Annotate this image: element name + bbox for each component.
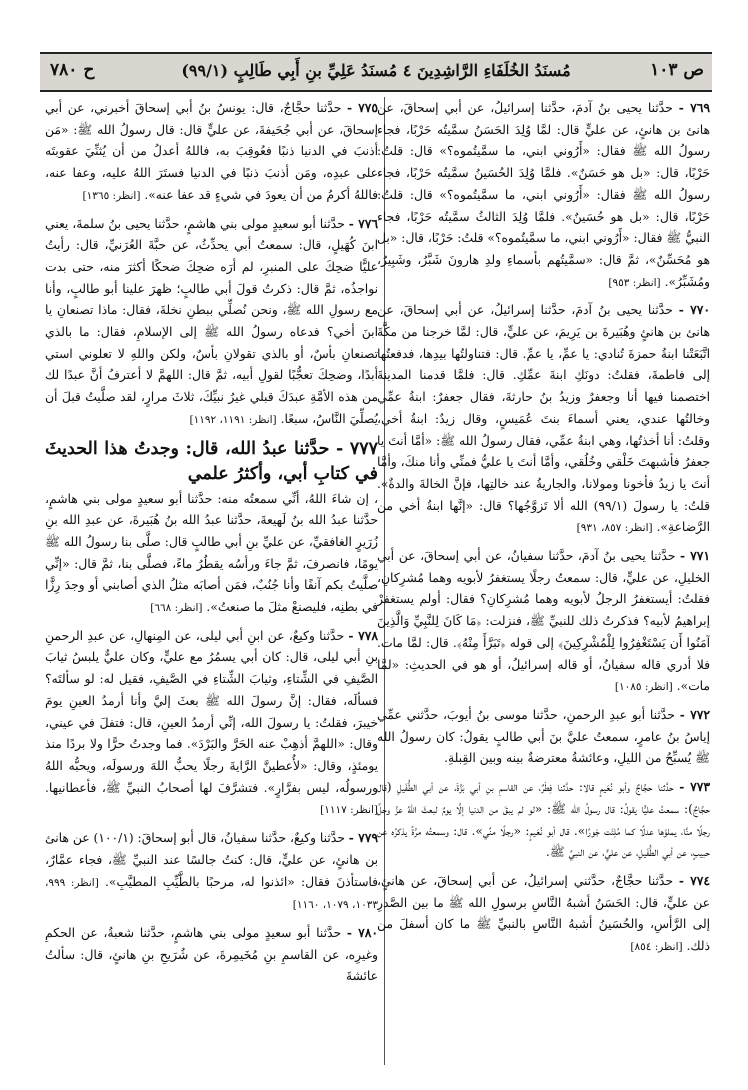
cross-reference: [انظر: ٨٥٤] (630, 941, 683, 954)
hadith-entry (45, 437, 378, 620)
hadith-number: ٧٧٢ - (679, 706, 710, 722)
running-title: مُسنَدُ الخُلَفَاءِ الرَّاشِدِينَ ٤ مُسنَدُ عَلِيِّ بنِ أَبِي طَالِبٍ (٩٩/١) (181, 61, 571, 80)
hadith-entry (45, 97, 378, 208)
cross-reference: [انظر: ١٣٦٥] (82, 189, 141, 202)
section-title (45, 437, 378, 487)
hadith-text: حدَّثنا أبو سعيدٍ مولى بني هاشمٍ، حدَّثنا شعبةُ، عن الحكمِ وغيرِه، عن القاسمِ بنِ مُخَيمِرةَ، عن شُرَيحِ بنِ هانئٍ، قال: سألتُ عائشةَ (45, 925, 378, 984)
hadith-text: حدَّثنا يحيى بنُ آدمَ، حدَّثنا سفيانُ، عن أبي إسحاقَ، عن أبي الخليلِ، عن عليٍّ، قال: سمعتُ رجلًا يستغفرُ لأبويه وهما مُشرِكانِ، فقلتُ: أيستغفرُ الرجلُ لأبويه وهما مُشرِكانِ؟ فقال: أولم يستغفرْ إبراهيمُ لأبيه؟ فذكرتُ ذلك للنبيِّ ﷺ، فنزلت: ﴿مَا كَانَ لِلنَّبِيِّ وَالَّذِينَ آمَنُوا أَن يَسْتَغْفِرُوا لِلْمُشْرِكِينَ﴾ إلى قوله ﴿تَبَرَّأَ مِنْهُ﴾. قال: لمَّا مات. فلا أدري قاله سفيانُ، أو قاله إسرائيلُ، أو هو في الحديثِ: «لمَّا مات». (377, 549, 710, 694)
left-column (45, 97, 378, 1067)
hadith-entry (377, 704, 710, 771)
hadith-entry (45, 625, 378, 822)
section-title-text: حدَّثنا عبدُ الله، قال: وجدتُ هذا الحديثَ في كتابِ أبي، وأكثرُ علمي (45, 438, 378, 484)
hadith-number: ٧٧٨ - (348, 627, 378, 643)
right-column (377, 97, 710, 1067)
hadith-number: ٧٧٤ - (678, 872, 710, 888)
hadith-number: ٧٦٩ - (678, 100, 710, 115)
hadith-text: حدَّثنا وكيعٌ، حدَّثنا سفيانُ، قال أبو إسحاقَ: (١٠٠/١) عن هانئ بن هانئٍ، عن عليٍّ، قال: كنتُ جالسًا عند النبيِّ ﷺ، فجاء عمَّارٌ، فاستأذنَ فقال: «ائذنوا له، مرحبًا بالطَّيِّبِ المطيَّبِ». (45, 831, 378, 889)
hadith-number: ٧٧٦ - (348, 215, 378, 231)
hadith-entry (45, 213, 378, 432)
page-header (40, 52, 712, 92)
cross-reference: [انظر: ١٠٨٥] (614, 681, 673, 694)
cross-reference: [انظر: ١١١٧] (320, 804, 378, 817)
hadith-text: حدَّثنا حجَّاجٌ، حدَّثني إسرائيلُ، عن أبي إسحاقَ، عن هانئٍ، عن عليٍّ، قال: الحَسَنُ أشبهُ النَّاسِ برسولِ الله ﷺ ما بين الصَّدرِ إلى الرَّأسِ، والحُسَينُ أشبهُ النَّاسِ بالنبيِّ ﷺ ما كان أسفلَ من ذلك. (377, 873, 710, 954)
cross-reference: [انظر: ٨٥٧، ٩٣١] (576, 522, 653, 535)
hadith-text: حدَّثنا يحيى بنُ آدمَ، حدَّثنا إسرائيلُ، عن أبي إسحاقَ، عن هانئ بن هانئٍ وهُبَيرةَ بن يَرِيمَ، عن عليٍّ، قال: لمَّا خرجنا من مكَّةَ اتَّبَعَتْنا ابنةُ حمزةَ تُنادي: يا عمِّ، يا عمِّ. قال: فتناولتُها بيدِها، فدفعتُها إلى فاطمةَ، فقلتُ: دونَكِ ابنةَ عمِّكِ. قال: فلمَّا قدمنا المدينةَ اختصمنا فيها أنا وجعفرٌ وزيدُ بنُ حارثةَ، فقال جعفرٌ: ابنةُ عمِّي وخالتُها عندي، يعني أسماءَ بنتَ عُمَيسٍ، وقال زيدٌ: ابنةُ أخي، وقلتُ: أنا أخذتُها، وهي ابنةُ عمِّي، فقال رسولُ الله ﷺ: «أمَّا أنتَ يا جعفرُ فأشبهتَ خَلْقي وخُلُقي، وأمَّا أنتَ يا عليُّ فمنِّي وأنا منكَ، وأمَّا أنتَ يا زيدُ فأخونا ومولانا، والجاريةُ عند خالتِها، فإنَّ الخالةَ والدةٌ». قلتُ: يا رسولَ (٩٩/١) الله ألا تَزوَّجُها؟ قال: «إنَّها ابنةُ أخي من الرَّضاعةِ». (377, 303, 710, 535)
hadith-text: ، إن شاءَ اللهُ، أنِّي سمعتُه منه: حدَّثنا أبو سعيدٍ مولى بني هاشمٍ، حدَّثنا عبدُ الله بنُ لَهيعةَ، حدَّثنا عبدُ الله بنُ هُبَيرةَ، عن عبدِ الله بنِ زُرَيرٍ الغافقيِّ، عن عليِّ بنِ أبي طالبٍ قال: صلَّى بنا رسولُ الله ﷺ يومًا، فانصرفَ، ثمَّ جاءَ ورأسُه يقطُرُ ماءً، فصلَّى بنا، ثمَّ قال: «إنِّي صلَّيتُ بكم آنفًا وأنا جُنُبٌ، فمَن أصابَه مثلُ الذي أصابني أو وجدَ رِزًّا في بطنِه، فليصنعْ مثلَ ما صنعتُ». (45, 491, 378, 615)
cross-reference: [انظر: ٩٩٩، ١٠٣٣، ١٠٧٩، ١١٦٠] (45, 876, 378, 912)
hadith-entry (377, 776, 710, 865)
hadith-entry (377, 545, 710, 699)
hadith-text: حدَّثنا أبو سعيدٍ مولى بني هاشمٍ، حدَّثنا يحيى بنُ سلمةَ، يعني ابنَ كُهَيلٍ، قال: سمعتُ أبي يحدِّثُ، عن حبَّةَ العُرَنيِّ، قال: رأيتُ عليًّا ضحِكَ على المنبرِ، لم أرَه ضحِكَ ضحكًا أكثرَ منه، حتى بدت نواجذُه، ثمَّ قال: ذكرتُ قولَ أبي طالبٍ؛ ظهرَ علينا أبو طالبٍ، وأنا مع رسولِ الله ﷺ، ونحن نُصلِّي ببطنِ نخلةَ، فقال: ماذا تصنعانِ يا ابنَ أخي؟ فدعاه رسولُ الله ﷺ إلى الإسلامِ، فقال: ما بالذي تصنعانِ بأسٌ، أو بالذي تقولانِ بأسٌ، ولكن واللهِ لا تعلوني استي أبدًا، وضحِكَ تعجُّبًا لقولِ أبيه، ثمَّ قال: اللهمَّ لا أعترفُ أنَّ عبدًا لك من هذه الأمَّةِ عبدَكَ قبلي غيرُ نبيِّكَ، ثلاثَ مرارٍ، لقد صلَّيتُ قبلَ أن يُصلِّيَ النَّاسُ، سبعًا. (45, 216, 378, 426)
hadith-number: ٧٧٠ - (678, 302, 710, 318)
hadith-entry (45, 922, 378, 989)
hadith-text: حدَّثنا يحيى بنُ آدمَ، حدَّثنا إسرائيلُ، عن أبي إسحاقَ، عن هانئ بن هانئٍ، عن عليٍّ قال: لمَّا وُلِدَ الحَسَنُ سمَّيتُه حَرْبًا، فجاء رسولُ الله ﷺ فقال: «أَرُوني ابني، ما سمَّيتُموه؟» قال: قلتُ: حَرْبًا، قال: «بل هو حَسَنٌ». فلمَّا وُلِدَ الحُسَينُ سمَّيتُه حَرْبًا، فجاء رسولُ الله ﷺ فقال: «أَرُوني ابني، ما سمَّيتُموه؟» قال: قلتُ: حَرْبًا، قال: «بل هو حُسَينٌ». فلمَّا وُلِدَ الثالثُ سمَّيتُه حَرْبًا، فجاء النبيُّ ﷺ فقال: «أَرُوني ابني، ما سمَّيتُموه؟» قلتُ: حَرْبًا، قال: «بل هو مُحَسِّنٌ»، ثمَّ قال: «سمَّيتُهم بأسماءِ ولدِ هارونَ شَبَّرُ، وشَبِيرُ، ومُشَبِّرُ». (377, 101, 710, 289)
cross-reference: [انظر: ١١٩١، ١١٩٢] (189, 413, 277, 426)
hadith-text: حدَّثنا أبو عبدِ الرحمنِ، حدَّثنا موسى بنُ أيوبَ، حدَّثني عمِّي إياسُ بنُ عامرٍ، سمعتُ عليَّ بنَ أبي طالبٍ يقولُ: كان رسولُ الله ﷺ يُسبِّحُ من الليلِ، وعائشةُ معترضةٌ بينه وبين القِبلةِ. (377, 707, 710, 766)
hadith-entry (377, 870, 710, 959)
hadith-text: حدَّثنا حجَّاجٌ وأبو نُعَيمٍ قالا: حدَّثنا فِطْرٌ، عن القاسمِ بنِ أبي بَزَّةَ، عن أبي الطُّفَيلِ (قال حجَّاجٌ): سمعتُ عليًّا يقولُ: قال رسولُ الله ﷺ: «لو لم يبقَ من الدنيا إلَّا يومٌ لبعثَ اللهُ عزَّ وجلَّ رجلًا منَّا، يملؤها عدلًا كما مُلِئَت جَورًا». قال أبو نُعَيمٍ: «رجلًا منِّي». قال: وسمعتُه مرَّةً يذكرُه عن حبيبٍ، عن أبي الطُّفَيلِ، عن عليٍّ، عن النبيِّ ﷺ. (377, 780, 710, 860)
hadith-entry (377, 299, 710, 540)
hadith-text: حدَّثنا حجَّاجٌ، قال: يونسُ بنُ أبي إسحاقَ أخبرني، عن أبي إسحاقَ، عن أبي جُحَيفةَ، عن عليٍّ قال: قال رسولُ الله ﷺ: «مَن أذنبَ في الدنيا ذنبًا فعُوقِبَ به، فاللهُ أعدلُ من أن يُثنِّيَ عقوبتَه على عبدِه، ومَن أذنبَ ذنبًا في الدنيا فستَرَ اللهُ عليه، وعفا عنه، فاللهُ أكرمُ من أن يعودَ في شيءٍ قد عفا عنه». (45, 101, 378, 202)
hadith-entry (45, 827, 378, 917)
hadith-range: ح ٧٨٠ (50, 60, 95, 80)
hadith-number: ٧٧٧ - (336, 438, 378, 459)
cross-reference: [انظر: ٦٦٨] (150, 602, 203, 615)
hadith-number: ٧٧٩ - (348, 830, 378, 846)
page-number: ص ١٠٣ (650, 60, 704, 80)
hadith-number: ٧٧٣ - (679, 779, 710, 795)
hadith-number: ٧٧١ - (680, 548, 710, 564)
cross-reference: [انظر: ٩٥٣] (608, 276, 661, 289)
hadith-entry (377, 97, 710, 294)
hadith-text: حدَّثنا وكيعٌ، عن ابنِ أبي ليلى، عن المِنهالِ، عن عبدِ الرحمنِ بنِ أبي ليلى، قال: كان أبي يسمُرُ مع عليٍّ، وكان عليٌّ يلبسُ ثيابَ الصَّيفِ في الشِّتاءِ، وثيابَ الشِّتاءِ في الصَّيفِ، فقيل له: لو سألتَه؟ فسألَه، فقال: إنَّ رسولَ الله ﷺ بعثَ إليَّ وأنا أرمدُ العينِ يومَ خيبرَ، فقلتُ: يا رسولَ الله، إنِّي أرمدُ العينِ، قال: فتفلَ في عيني، وقال: «اللهمَّ أذهِبْ عنه الحَرَّ والبَرْدَ». فما وجدتُ حرًّا ولا بردًا منذ يومئذٍ، وقال: «لأُعطينَّ الرَّايةَ رجلًا يحبُّ اللهَ ورسولَه، ويحبُّه اللهُ ورسولُه، ليس بفرَّارٍ». فتشرَّفَ لها أصحابُ النبيِّ ﷺ، فأعطانيها. (45, 628, 378, 795)
hadith-number: ٧٨٠ - (346, 924, 378, 940)
hadith-number: ٧٧٥ - (347, 100, 378, 115)
